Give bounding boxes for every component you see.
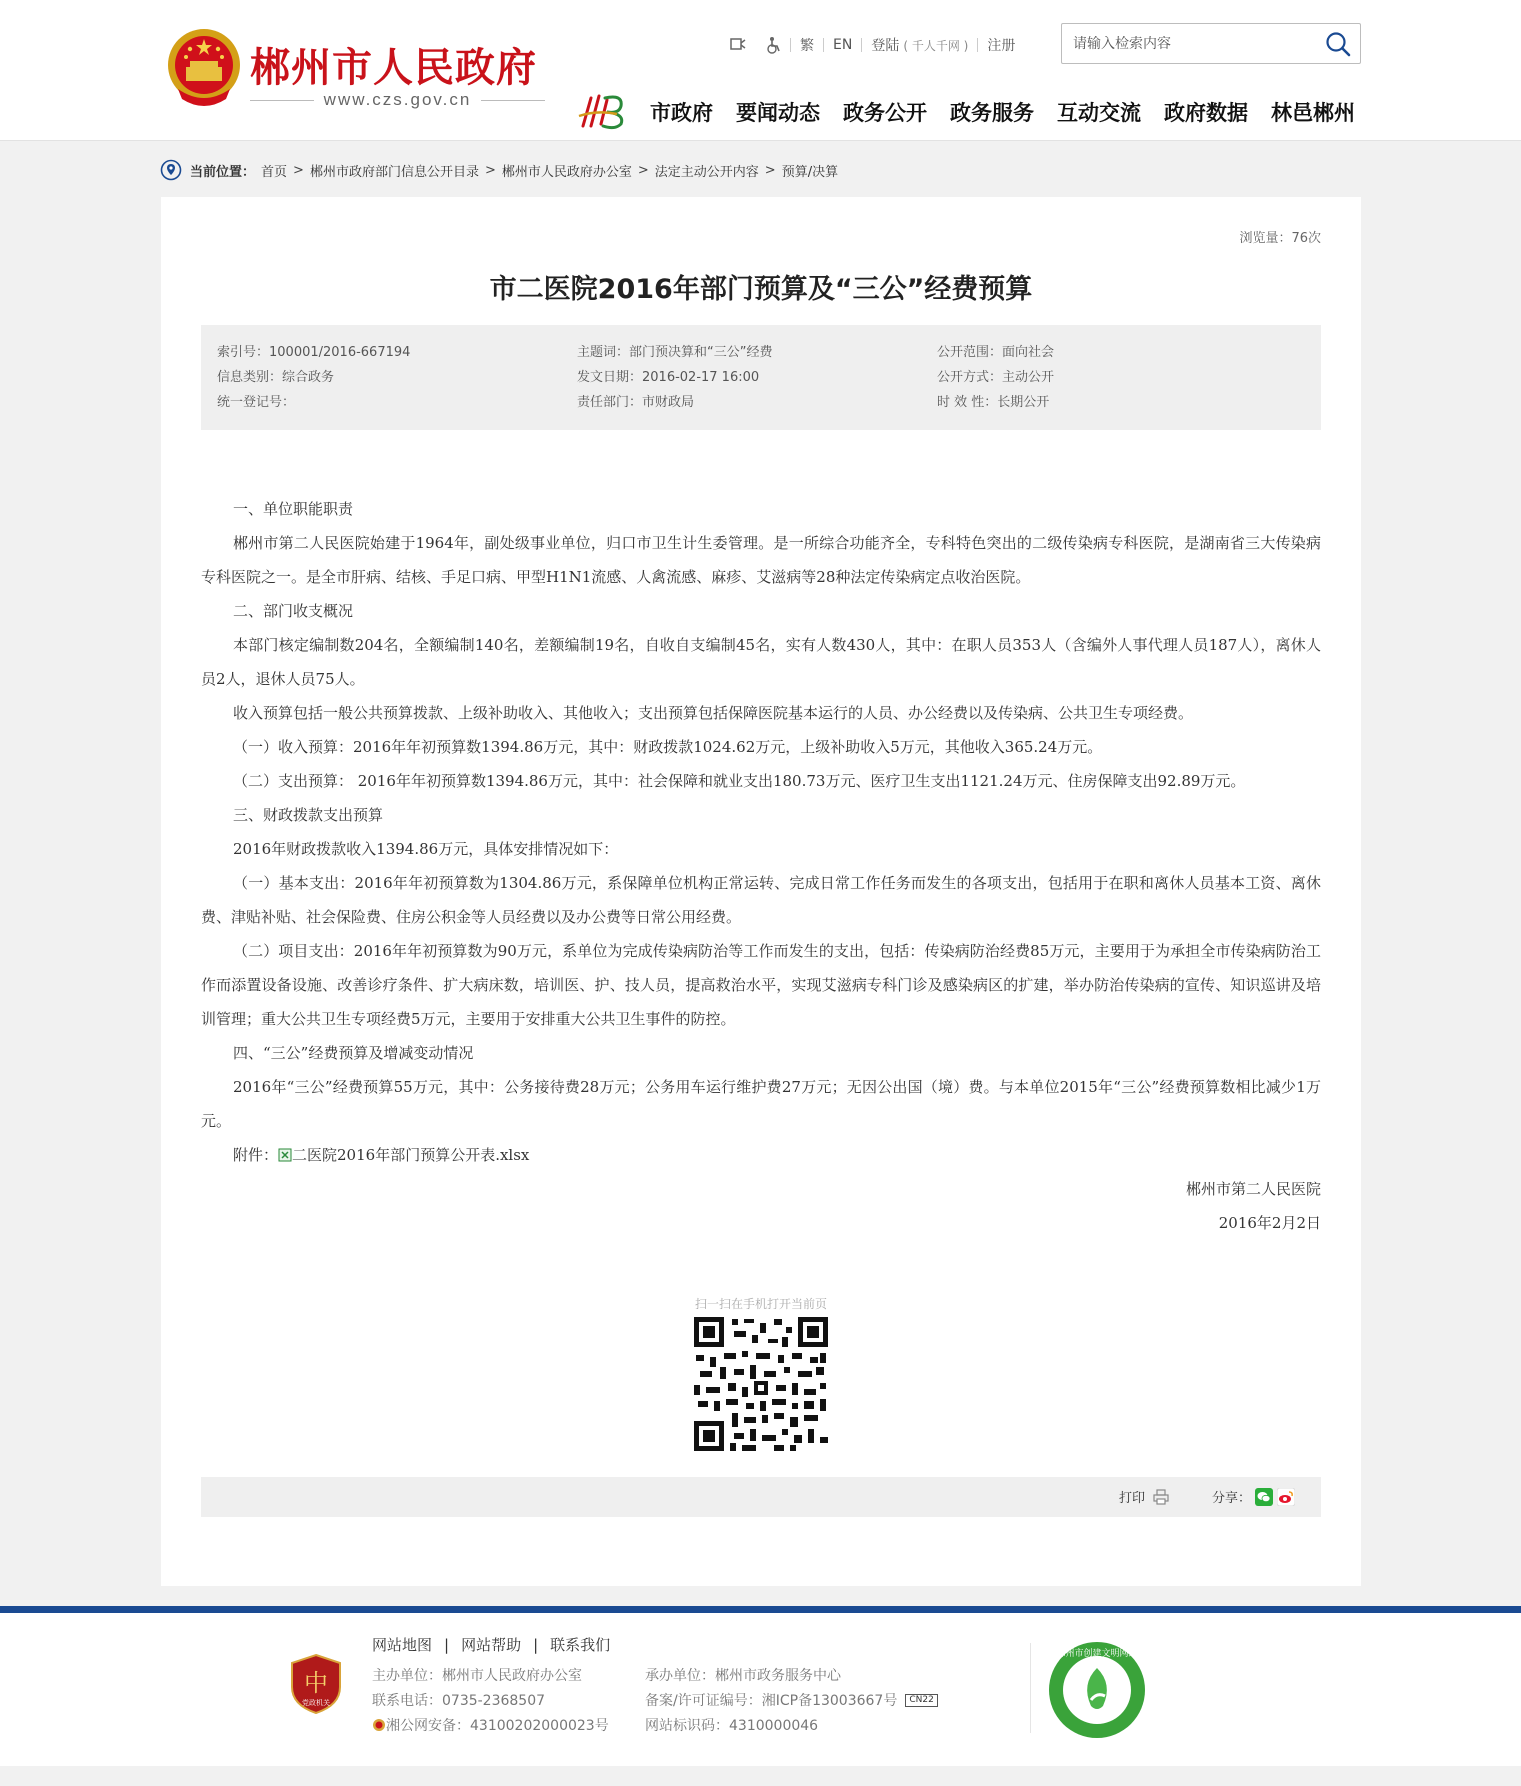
login-label: 登陆 [871, 38, 900, 54]
search-box [1061, 23, 1361, 64]
printer-icon [1153, 1489, 1169, 1505]
print-label: 打印 [1119, 1491, 1146, 1506]
share-label: 分享： [1212, 1491, 1252, 1506]
view-count: 浏览量：76次 [1239, 231, 1321, 246]
site-header [0, 0, 1521, 141]
footer-phone: 联系电话：0735-2368507 [372, 1693, 546, 1709]
meta-subject: 主题词：部门预决算和“三公”经费 [577, 345, 773, 360]
national-emblem-icon[interactable] [166, 27, 242, 113]
footer-icp[interactable] [645, 1690, 938, 1710]
wechat-icon[interactable] [1255, 1488, 1273, 1506]
footer-link-sitemap[interactable]: 网站地图 [372, 1636, 433, 1654]
breadcrumb-office[interactable]: 郴州市人民政府办公室 [501, 164, 632, 180]
main-nav [650, 97, 1355, 127]
paragraph: （二）项目支出：2016年年初预算数为90万元，系单位为完成传染病防治等工作而发生的支出，包括：传染病防治经费85万元，主要用于为承担全市传染病防治工作而添置设备设施、改善诊疗条件、扩大病床数，培训医、护、技人员，提高救治水平，实现艾滋病专科门诊及感染病区的扩建，举办防治传染病的宣传、知识巡讲及培训管理；重大公共卫生专项经费5万元，主要用于安排重大公共卫生事件的防控。 [201, 942, 1321, 1028]
meta-category: 信息类别：综合政务 [217, 370, 335, 385]
weibo-icon[interactable] [1277, 1488, 1295, 1506]
breadcrumb-catalog[interactable]: 郴州市政府部门信息公开目录 [309, 164, 479, 180]
meta-method: 公开方式：主动公开 [937, 370, 1055, 385]
attachment-line [201, 1138, 1321, 1172]
icp-badge: CN22 [905, 1694, 937, 1707]
signature-date: 2016年2月2日 [1218, 1214, 1321, 1232]
footer-site-id: 网站标识码：4310000046 [645, 1718, 819, 1734]
breadcrumb-label: 当前位置： [190, 164, 256, 180]
paragraph: 收入预算包括一般公共预算拨款、上级补助收入、其他收入；支出预算包括保障医院基本运行的人员、办公经费以及传染病、公共卫生专项经费。 [233, 704, 1194, 722]
section-heading: 二、部门收支概况 [233, 602, 354, 620]
section-heading: 一、单位职能职责 [233, 500, 354, 518]
nav-item-disclosure[interactable]: 政务公开 [843, 101, 927, 125]
meta-index-no: 索引号：100001/2016-667194 [217, 345, 411, 360]
police-record-text: 湘公网安备：43100202000023号 [386, 1718, 609, 1734]
article-title: 市二医院2016年部门预算及“三公”经费预算 [489, 274, 1033, 305]
accessibility-mode-button[interactable] [756, 36, 790, 54]
breadcrumb [160, 158, 838, 182]
signature: 郴州市第二人民医院 [1185, 1180, 1321, 1198]
wheelchair-icon [765, 36, 781, 54]
breadcrumb-separator: > [764, 162, 776, 178]
paragraph: （一）基本支出：2016年年初预算数为1304.86万元，系保障单位机构正常运转、完成日常工作任务而发生的各项支出，包括用于在职和离休人员基本工资、离休费、津贴补贴、社会保险费、住房公积金等人员经费以及办公费等日常公用经费。 [201, 874, 1321, 926]
breadcrumb-statutory[interactable]: 法定主动公开内容 [654, 164, 759, 180]
nav-item-data[interactable]: 政府数据 [1164, 101, 1248, 125]
footer-operator: 承办单位：郴州市政务服务中心 [645, 1668, 841, 1684]
paragraph: 郴州市第二人民医院始建于1964年，副处级事业单位，归口市卫生计生委管理。是一所综合功能齐全，专科特色突出的二级传染病专科医院，是湖南省三大传染病专科医院之一。是全市肝病、结核、手足口病、甲型H1N1流感、人禽流感、麻疹、艾滋病等28种法定传染病定点收治医院。 [201, 534, 1321, 586]
section-heading: 三、财政拨款支出预算 [233, 806, 384, 824]
meta-date: 发文日期：2016-02-17 16:00 [577, 370, 760, 385]
article-toolbar [201, 1477, 1321, 1517]
article-body [201, 492, 1321, 1240]
footer-link-contact[interactable]: 联系我们 [550, 1636, 611, 1654]
footer-link-help[interactable]: 网站帮助 [461, 1636, 522, 1654]
qr-caption: 扫一扫在手机打开当前页 [694, 1297, 827, 1311]
english-link[interactable]: EN [833, 37, 853, 53]
search-input[interactable] [1062, 36, 1316, 52]
print-button[interactable] [1119, 1487, 1169, 1506]
party-government-badge-icon[interactable] [290, 1653, 342, 1715]
meta-validity: 时 效 性：长期公开 [937, 395, 1050, 410]
utility-bar [720, 33, 1024, 57]
search-icon [1325, 31, 1351, 57]
seal-text: 郴州市创建文明网站 [1056, 1649, 1138, 1659]
police-emblem-icon [372, 1718, 386, 1732]
site-footer [0, 1613, 1521, 1766]
paragraph: 2016年“三公”经费预算55万元，其中：公务接待费28万元；公务用车运行维护费27万元；无因公出国（境）费。与本单位2015年“三公”经费预算数相比减少1万元。 [201, 1078, 1321, 1130]
register-link[interactable]: 注册 [987, 38, 1016, 54]
share-group [1212, 1487, 1295, 1506]
nav-logo-icon [577, 88, 629, 132]
attachment-link[interactable]: 二医院2016年部门预算公开表.xlsx [292, 1146, 530, 1164]
login-link[interactable] [862, 35, 977, 55]
nav-item-services[interactable]: 政务服务 [950, 101, 1034, 125]
civilized-website-seal-icon[interactable] [1047, 1640, 1147, 1740]
attachment-label: 附件： [233, 1146, 279, 1164]
location-pin-icon [160, 159, 182, 181]
qr-code [694, 1317, 828, 1451]
paragraph: （二）支出预算： 2016年年初预算数1394.86万元，其中：社会保障和就业支出180.73万元、医疗卫生支出1121.24万元、住房保障支出92.89万元。 [233, 772, 1246, 790]
login-note: ( 千人千网 ) [903, 38, 969, 53]
footer-police-record[interactable] [372, 1715, 609, 1735]
badge-glyph: 中 [304, 1669, 328, 1697]
accessibility-reader-button[interactable] [720, 37, 756, 53]
search-button[interactable] [1316, 24, 1360, 63]
site-url [250, 89, 545, 111]
article-panel [161, 197, 1361, 1586]
paragraph: （一）收入预算：2016年年初预算数1394.86万元，其中：财政拨款1024.62万元，上级补助收入5万元，其他收入365.24万元。 [233, 738, 1103, 756]
nav-item-government[interactable]: 市政府 [650, 101, 713, 125]
speaker-icon [729, 37, 747, 53]
footer-sponsor: 主办单位：郴州市人民政府办公室 [372, 1668, 582, 1684]
meta-reg-no: 统一登记号： [217, 395, 296, 410]
icp-text: 备案/许可证编号：湘ICP备13003667号 [645, 1693, 898, 1709]
meta-scope: 公开范围：面向社会 [937, 345, 1055, 360]
paragraph: 本部门核定编制数204名，全额编制140名，差额编制19名，自收自支编制45名，实有人数430人，其中：在职人员353人（含编外人事代理人员187人），离休人员2人，退休人员75人。 [201, 636, 1321, 688]
footer-divider [1030, 1643, 1031, 1733]
breadcrumb-separator: > [637, 162, 649, 178]
paragraph: 2016年财政拨款收入1394.86万元，具体安排情况如下： [233, 840, 619, 858]
footer-links: 网站地图 | 网站帮助 | 联系我们 [372, 1635, 611, 1654]
breadcrumb-separator: > [484, 162, 496, 178]
site-url-text: www.czs.gov.cn [323, 90, 472, 109]
site-name[interactable]: 郴州市人民政府 [250, 45, 537, 91]
breadcrumb-budget[interactable]: 预算/决算 [781, 164, 839, 180]
footer-divider-bar [0, 1606, 1521, 1613]
section-heading: 四、“三公”经费预算及增减变动情况 [233, 1044, 474, 1062]
traditional-chinese-link[interactable]: 繁 [800, 38, 814, 54]
article-meta [201, 325, 1321, 430]
badge-text: 党政机关 [302, 1699, 330, 1707]
nav-item-news[interactable]: 要闻动态 [736, 101, 820, 125]
nav-item-linyi[interactable]: 林邑郴州 [1271, 101, 1355, 125]
nav-item-interaction[interactable]: 互动交流 [1057, 101, 1141, 125]
breadcrumb-home[interactable]: 首页 [261, 164, 288, 180]
breadcrumb-separator: > [293, 162, 304, 178]
meta-department: 责任部门：市财政局 [577, 395, 695, 410]
excel-file-icon [278, 1148, 292, 1162]
